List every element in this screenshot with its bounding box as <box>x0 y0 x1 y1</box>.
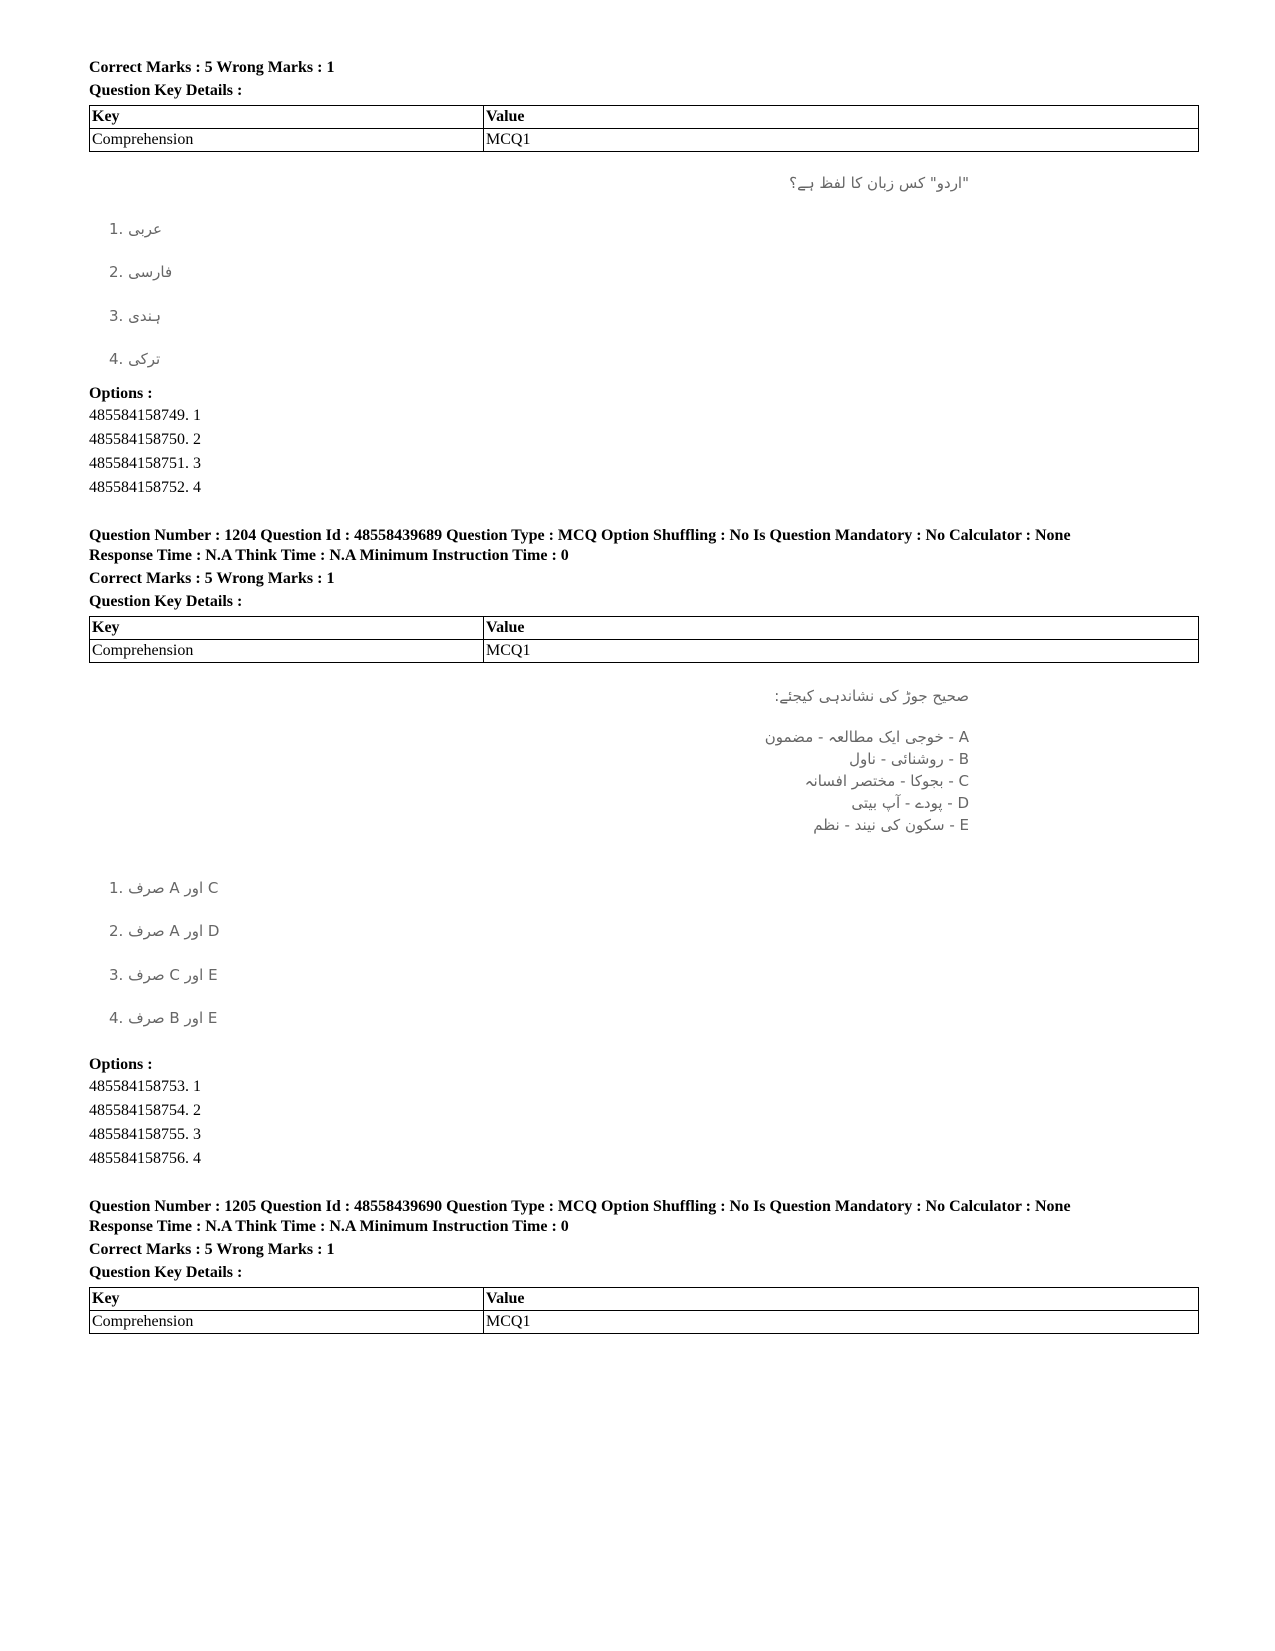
options-label: Options : <box>89 385 153 402</box>
table-cell-value: MCQ1 <box>484 640 1199 663</box>
question-stem: "اردو" کس زبان کا لفظ ہے؟ <box>789 174 969 192</box>
question-stem: صحیح جوڑ کی نشاندہی کیجئے: <box>774 687 969 705</box>
table-header-row <box>90 617 1199 640</box>
document-page <box>89 58 1199 1334</box>
image-option-1 <box>109 879 218 897</box>
question-block-1203 <box>89 58 1199 500</box>
option-text: فارسی <box>128 263 173 281</box>
option-number: 3. <box>109 307 124 325</box>
key-details-table <box>89 1287 1199 1334</box>
image-option-4 <box>109 1009 217 1027</box>
option-number: 2. <box>109 922 124 940</box>
key-details-table <box>89 616 1199 663</box>
option-text: ترکی <box>128 350 161 368</box>
question-block-1204 <box>89 526 1199 1171</box>
table-cell-value: MCQ1 <box>484 1311 1199 1334</box>
table-cell-key: Comprehension <box>90 640 484 663</box>
question-header-line-2: Response Time : N.A Think Time : N.A Minimum Instruction Time : 0 <box>89 1218 569 1235</box>
image-option-2 <box>109 922 219 940</box>
question-block-1205 <box>89 1197 1199 1334</box>
table-header-row <box>90 106 1199 129</box>
table-header-row <box>90 1288 1199 1311</box>
image-option-3 <box>109 307 161 325</box>
key-details-table <box>89 105 1199 152</box>
option-number: 3. <box>109 966 124 984</box>
list-item: 485584158754. 2 <box>89 1102 201 1119</box>
options-list <box>89 404 1199 500</box>
table-row <box>90 640 1199 663</box>
list-item: 485584158752. 4 <box>89 479 201 496</box>
match-pair-c: C - بجوکا - مختصر افسانہ <box>804 772 969 790</box>
list-item: 485584158749. 1 <box>89 407 201 424</box>
key-details-label: Question Key Details : <box>89 593 243 610</box>
option-number: 4. <box>109 350 124 368</box>
image-option-4 <box>109 350 160 368</box>
table-header-key: Key <box>90 617 484 640</box>
table-header-value: Value <box>484 617 1199 640</box>
option-number: 2. <box>109 263 124 281</box>
match-pair-d: D - پودے - آپ بیتی <box>851 794 969 812</box>
marks-line: Correct Marks : 5 Wrong Marks : 1 <box>89 59 335 76</box>
match-pair-b: B - روشنائی - ناول <box>849 750 969 768</box>
option-number: 1. <box>109 879 124 897</box>
options-list <box>89 1075 1199 1171</box>
table-row <box>90 1311 1199 1334</box>
image-option-1 <box>109 220 162 238</box>
option-number: 1. <box>109 220 124 238</box>
list-item: 485584158756. 4 <box>89 1150 201 1167</box>
table-header-key: Key <box>90 1288 484 1311</box>
table-header-value: Value <box>484 1288 1199 1311</box>
marks-line: Correct Marks : 5 Wrong Marks : 1 <box>89 570 335 587</box>
list-item: 485584158751. 3 <box>89 455 201 472</box>
key-details-label: Question Key Details : <box>89 1264 243 1281</box>
option-number: 4. <box>109 1009 124 1027</box>
image-option-3 <box>109 966 218 984</box>
marks-line: Correct Marks : 5 Wrong Marks : 1 <box>89 1241 335 1258</box>
option-text: صرف C اور E <box>128 966 218 984</box>
match-pair-a: A - خوجی ایک مطالعہ - مضمون <box>764 728 969 746</box>
list-item: 485584158753. 1 <box>89 1078 201 1095</box>
list-item: 485584158750. 2 <box>89 431 201 448</box>
question-image <box>89 663 1199 1043</box>
table-cell-key: Comprehension <box>90 129 484 152</box>
question-image <box>89 152 1199 372</box>
table-header-value: Value <box>484 106 1199 129</box>
option-text: عربی <box>128 220 162 238</box>
match-pair-e: E - سکون کی نیند - نظم <box>813 816 969 834</box>
key-details-label: Question Key Details : <box>89 82 243 99</box>
question-header-line-1: Question Number : 1205 Question Id : 48558439690 Question Type : MCQ Option Shuffling : No Is Question Mandatory : No Calculator : None <box>89 1198 1071 1215</box>
table-header-key: Key <box>90 106 484 129</box>
image-option-2 <box>109 263 172 281</box>
option-text: ہندی <box>128 307 162 325</box>
option-text: صرف A اور D <box>128 922 220 940</box>
table-cell-key: Comprehension <box>90 1311 484 1334</box>
options-label: Options : <box>89 1056 153 1073</box>
option-text: صرف B اور E <box>128 1009 218 1027</box>
question-header-line-1: Question Number : 1204 Question Id : 48558439689 Question Type : MCQ Option Shuffling : No Is Question Mandatory : No Calculator : None <box>89 527 1071 544</box>
list-item: 485584158755. 3 <box>89 1126 201 1143</box>
question-header-line-2: Response Time : N.A Think Time : N.A Minimum Instruction Time : 0 <box>89 547 569 564</box>
table-cell-value: MCQ1 <box>484 129 1199 152</box>
table-row <box>90 129 1199 152</box>
option-text: صرف A اور C <box>128 879 219 897</box>
